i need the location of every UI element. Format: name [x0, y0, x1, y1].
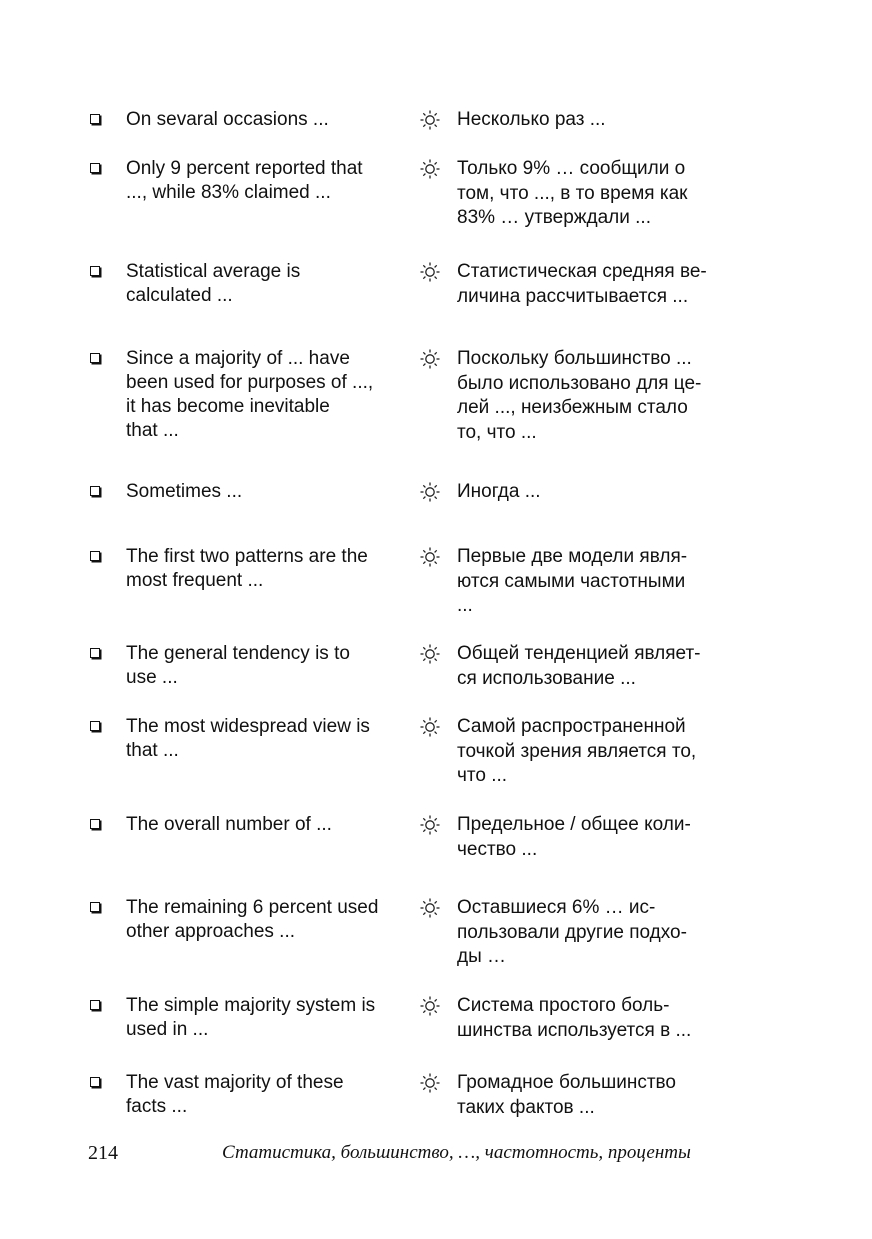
checkbox-bullet-icon	[90, 721, 100, 731]
russian-phrase: Предельное / общее коли- чество ...	[457, 814, 691, 860]
checkbox-bullet-icon	[90, 902, 100, 912]
sun-bullet-icon	[419, 481, 441, 503]
russian-phrase: Только 9% … сообщили о том, что ..., в то время как 83% … утверждали ...	[457, 158, 688, 228]
checkbox-bullet-icon	[90, 353, 100, 363]
sun-bullet-icon	[419, 261, 441, 283]
english-phrase: The most widespread view is that ...	[126, 716, 370, 761]
english-phrase: The remaining 6 percent used other approaches ...	[126, 897, 379, 942]
checkbox-bullet-icon	[90, 486, 100, 496]
english-phrase: Only 9 percent reported that ..., while 83% claimed ...	[126, 158, 363, 203]
sun-bullet-icon	[419, 109, 441, 131]
checkbox-bullet-icon	[90, 1000, 100, 1010]
checkbox-bullet-icon	[90, 114, 100, 124]
english-phrase: Since a majority of ... have been used for purposes of ..., it has become inevitable that ...	[126, 348, 374, 441]
english-phrase: The first two patterns are the most frequent ...	[126, 546, 368, 591]
checkbox-bullet-icon	[90, 819, 100, 829]
sun-bullet-icon	[419, 995, 441, 1017]
russian-phrase: Первые две модели явля- ются самыми частотными ...	[457, 546, 688, 616]
english-phrase: Sometimes ...	[126, 481, 243, 502]
sun-bullet-icon	[419, 897, 441, 919]
english-phrase: On sevaral occasions ...	[126, 109, 329, 130]
russian-phrase: Несколько раз ...	[457, 109, 606, 130]
sun-bullet-icon	[419, 546, 441, 568]
russian-phrase: Громадное большинство таких фактов ...	[457, 1072, 676, 1118]
russian-phrase: Статистическая средняя ве- личина рассчитывается ...	[457, 261, 707, 307]
checkbox-bullet-icon	[90, 1077, 100, 1087]
checkbox-bullet-icon	[90, 551, 100, 561]
running-title: Статистика, большинство, …, частотность, проценты	[222, 1142, 691, 1163]
sun-bullet-icon	[419, 814, 441, 836]
russian-phrase: Поскольку большинство ... было использовано для це- лей ..., неизбежным стало то, что ...	[457, 348, 702, 443]
english-phrase: The simple majority system is used in ...	[126, 995, 376, 1040]
english-phrase: The general tendency is to use ...	[126, 643, 350, 688]
checkbox-bullet-icon	[90, 648, 100, 658]
sun-bullet-icon	[419, 716, 441, 738]
sun-bullet-icon	[419, 158, 441, 180]
english-phrase: The vast majority of these facts ...	[126, 1072, 344, 1117]
russian-phrase: Система простого боль- шинства используется в ...	[457, 995, 692, 1041]
checkbox-bullet-icon	[90, 163, 100, 173]
page-number: 214	[88, 1142, 118, 1164]
russian-phrase: Общей тенденцией являет- ся использование ...	[457, 643, 701, 689]
english-phrase: The overall number of ...	[126, 814, 332, 835]
russian-phrase: Оставшиеся 6% … ис- пользовали другие подхо- ды …	[457, 897, 687, 967]
sun-bullet-icon	[419, 1072, 441, 1094]
russian-phrase: Иногда ...	[457, 481, 541, 502]
russian-phrase: Самой распространенной точкой зрения является то, что ...	[457, 716, 697, 786]
checkbox-bullet-icon	[90, 266, 100, 276]
sun-bullet-icon	[419, 643, 441, 665]
sun-bullet-icon	[419, 348, 441, 370]
english-phrase: Statistical average is calculated ...	[126, 261, 301, 306]
